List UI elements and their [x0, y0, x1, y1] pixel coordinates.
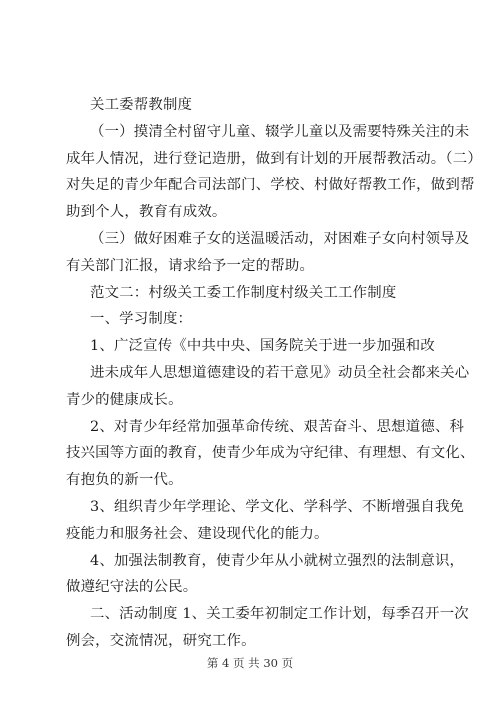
paragraph-line: （一）摸清全村留守儿童、辍学儿童以及需要特殊关注的未: [90, 123, 470, 140]
subsection-heading: 一、学习制度：: [90, 311, 193, 328]
paragraph-line: 3、组织青少年学理论、学文化、学科学、不断增强自我免: [90, 498, 465, 515]
paragraph-line: 技兴国等方面的教育，使青少年成为守纪律、有理想、有文化、: [66, 445, 475, 462]
paragraph-line: 例会，交流情况，研究工作。: [66, 632, 256, 649]
paragraph-line: （三）做好困难子女的送温暖活动，对困难子女向村领导及: [90, 230, 470, 247]
paragraph-line: 成年人情况，进行登记造册，做到有计划的开展帮教活动。（二）: [66, 150, 482, 167]
paragraph-line: 4、加强法制教育，使青少年从小就树立强烈的法制意识，: [90, 552, 465, 569]
section-title: 关工委帮教制度: [90, 97, 193, 113]
paragraph-line: 做遵纪守法的公民。: [66, 579, 198, 596]
paragraph-line: 1、广泛宣传《中共中央、国务院关于进一步加强和改: [90, 338, 435, 355]
paragraph-line: 有抱负的新一代。: [66, 472, 183, 489]
paragraph-line: 疫能力和服务社会、建设现代化的能力。: [66, 525, 329, 542]
paragraph-line: 2、对青少年经常加强革命传统、艰苦奋斗、思想道德、科: [90, 418, 465, 435]
paragraph-line: 进未成年人思想道德建设的若干意见》动员全社会都来关心: [90, 364, 470, 381]
paragraph-line: 助到个人，教育有成效。: [66, 204, 227, 221]
paragraph-line: 有关部门汇报，请求给予一定的帮助。: [66, 257, 315, 274]
paragraph-line: 二、活动制度 1、关工委年初制定工作计划，每季召开一次: [90, 606, 469, 623]
page-number-footer: 第 4 页 共 30 页: [206, 656, 294, 670]
section-heading: 范文二：村级关工委工作制度村级关工工作制度: [90, 284, 397, 301]
document-body: [66, 92, 482, 655]
paragraph-line: 青少的健康成长。: [66, 391, 183, 408]
paragraph-line: 对失足的青少年配合司法部门、学校、村做好帮教工作，做到帮: [66, 177, 475, 194]
